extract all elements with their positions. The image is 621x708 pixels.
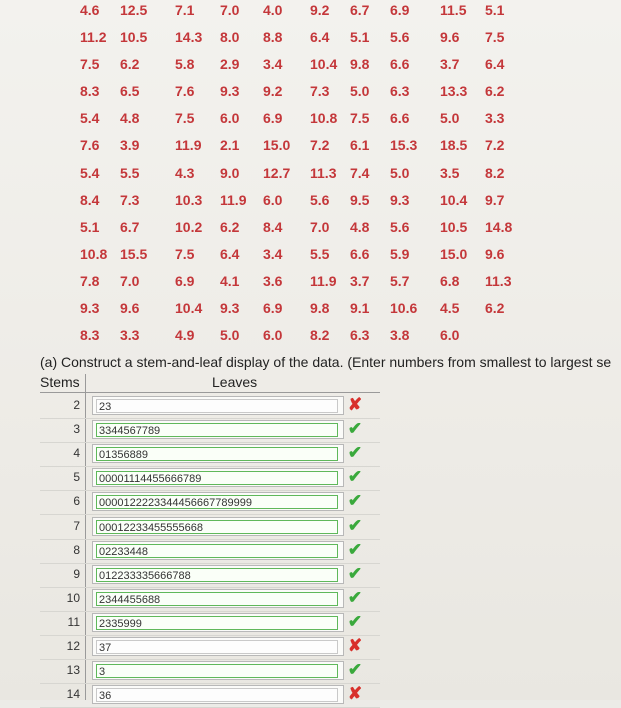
data-row <box>80 190 505 217</box>
data-value: 7.6 <box>175 83 195 100</box>
data-value: 9.3 <box>220 83 240 100</box>
check-icon: ✔ <box>347 587 363 607</box>
data-value: 7.2 <box>485 137 505 154</box>
data-row <box>80 325 500 352</box>
data-value: 9.6 <box>485 245 505 262</box>
stem-row <box>40 395 380 419</box>
data-value: 15.5 <box>120 245 148 262</box>
data-value: 7.5 <box>485 29 505 46</box>
leaves-cell <box>92 685 344 704</box>
data-value: 8.8 <box>263 29 283 46</box>
data-value: 11.3 <box>485 272 512 289</box>
stem-row <box>40 660 380 684</box>
data-row <box>80 81 505 108</box>
data-value: 10.5 <box>440 218 468 235</box>
data-value: 5.0 <box>220 327 240 344</box>
data-value: 6.8 <box>440 272 460 289</box>
data-value: 8.2 <box>310 327 330 344</box>
leaves-header: Leaves <box>212 374 258 390</box>
data-value: 6.7 <box>350 2 370 18</box>
data-value: 5.6 <box>390 29 410 46</box>
data-value: 6.4 <box>485 56 505 73</box>
leaves-input[interactable]: 00012233455555668 <box>96 520 338 534</box>
data-value: 6.5 <box>120 83 140 100</box>
data-value: 9.3 <box>80 300 100 317</box>
data-row <box>80 271 512 298</box>
data-value: 7.0 <box>220 2 240 18</box>
data-value: 3.3 <box>485 110 505 127</box>
data-value: 3.7 <box>350 272 370 289</box>
data-value: 14.3 <box>175 29 203 46</box>
data-value: 5.4 <box>80 110 100 127</box>
data-value: 9.1 <box>350 300 370 317</box>
stem-row <box>40 612 380 636</box>
data-value: 7.5 <box>175 110 195 127</box>
data-value: 9.8 <box>310 300 330 317</box>
data-value: 5.4 <box>80 164 100 181</box>
data-value: 15.3 <box>390 137 418 154</box>
data-value: 11.9 <box>220 191 247 208</box>
data-row <box>80 298 505 325</box>
data-value: 6.6 <box>390 56 410 73</box>
leaves-input[interactable]: 23 <box>96 399 338 413</box>
data-value: 9.3 <box>390 191 410 208</box>
data-value: 7.5 <box>80 56 100 73</box>
data-value: 5.8 <box>175 56 195 73</box>
data-value: 9.2 <box>310 2 330 18</box>
data-value: 6.6 <box>350 245 370 262</box>
data-value: 8.3 <box>80 327 100 344</box>
data-value: 6.4 <box>310 29 330 46</box>
data-value: 9.6 <box>120 300 140 317</box>
data-grid <box>80 0 513 352</box>
leaves-cell <box>92 444 344 463</box>
stem-row <box>40 419 380 443</box>
data-value: 7.5 <box>175 245 195 262</box>
data-value: 5.6 <box>310 191 330 208</box>
stem-value: 4 <box>73 446 80 461</box>
data-value: 7.0 <box>310 218 330 235</box>
data-value: 10.6 <box>390 300 418 317</box>
data-value: 2.9 <box>220 56 240 73</box>
stem-value: 7 <box>73 518 80 533</box>
data-value: 18.5 <box>440 137 468 154</box>
stem-value: 6 <box>73 494 80 509</box>
data-row <box>80 217 513 244</box>
data-value: 6.0 <box>263 327 283 344</box>
stem-value: 5 <box>73 470 80 485</box>
data-value: 5.1 <box>350 29 370 46</box>
data-value: 7.4 <box>350 164 370 181</box>
header-divider <box>40 392 380 393</box>
data-value: 8.0 <box>220 29 240 46</box>
data-value: 4.8 <box>350 218 370 235</box>
data-value: 8.4 <box>80 191 100 208</box>
leaves-cell <box>92 420 344 439</box>
check-icon: ✔ <box>347 660 363 680</box>
data-value: 6.3 <box>390 83 410 100</box>
data-row <box>80 108 505 135</box>
data-value: 5.5 <box>310 245 330 262</box>
data-value: 13.3 <box>440 83 468 100</box>
stem-value: 12 <box>66 639 80 653</box>
data-value: 5.0 <box>350 83 370 100</box>
data-value: 6.2 <box>120 56 140 73</box>
data-value: 7.3 <box>120 191 140 208</box>
stem-row <box>40 540 380 564</box>
data-value: 5.9 <box>390 245 410 262</box>
stem-row <box>40 684 380 708</box>
data-value: 9.6 <box>440 29 460 46</box>
leaves-input[interactable]: 3344567789 <box>96 423 338 437</box>
data-value: 6.2 <box>485 83 505 100</box>
data-value: 10.4 <box>440 191 468 208</box>
data-value: 10.3 <box>175 191 203 208</box>
check-icon: ✔ <box>347 539 363 559</box>
leaves-input[interactable]: 2335999 <box>96 616 338 630</box>
stem-value: 3 <box>73 422 80 437</box>
data-value: 9.5 <box>350 191 370 208</box>
data-value: 10.5 <box>120 29 148 46</box>
data-value: 6.9 <box>175 272 195 289</box>
leaves-cell <box>92 468 344 487</box>
data-value: 3.6 <box>263 272 283 289</box>
data-value: 11.3 <box>310 164 337 181</box>
check-icon: ✔ <box>347 563 363 583</box>
data-row <box>80 27 505 54</box>
data-value: 7.8 <box>80 272 100 289</box>
data-value: 7.2 <box>310 137 330 154</box>
data-value: 3.9 <box>120 137 140 154</box>
question-instruction: (a) Construct a stem-and-leaf display of the data. (Enter numbers from smallest to largest se <box>40 354 612 370</box>
data-value: 8.2 <box>485 164 505 181</box>
data-value: 5.7 <box>390 272 410 289</box>
data-value: 4.5 <box>440 300 460 317</box>
data-value: 10.8 <box>310 110 338 127</box>
leaves-cell <box>92 661 344 680</box>
check-icon: ✔ <box>347 515 363 535</box>
leaves-input[interactable]: 37 <box>96 640 338 654</box>
stem-value: 9 <box>73 566 80 581</box>
leaves-cell <box>92 517 344 536</box>
data-value: 11.9 <box>310 272 337 289</box>
data-value: 11.9 <box>175 137 202 154</box>
data-row <box>80 163 505 190</box>
data-value: 9.7 <box>485 191 505 208</box>
data-value: 10.4 <box>310 56 338 73</box>
data-value: 3.8 <box>390 327 410 344</box>
data-value: 5.0 <box>390 164 410 181</box>
stems-header: Stems <box>40 374 80 390</box>
data-value: 3.4 <box>263 56 283 73</box>
stem-row <box>40 588 380 612</box>
leaves-input[interactable]: 36 <box>96 688 338 702</box>
data-value: 3.5 <box>440 164 460 181</box>
leaves-input[interactable]: 00001114455666789 <box>96 471 338 485</box>
data-value: 6.6 <box>390 110 410 127</box>
data-value: 15.0 <box>440 245 468 262</box>
data-value: 6.2 <box>485 300 505 317</box>
data-row <box>80 54 505 81</box>
x-icon: ✘ <box>347 684 363 704</box>
stem-row <box>40 564 380 588</box>
check-icon: ✔ <box>347 467 363 487</box>
data-value: 12.7 <box>263 164 291 181</box>
data-value: 6.9 <box>263 300 283 317</box>
stem-row <box>40 467 380 491</box>
leaves-cell <box>92 637 344 656</box>
leaves-cell <box>92 396 344 415</box>
data-value: 6.7 <box>120 218 140 235</box>
leaves-cell <box>92 589 344 608</box>
data-value: 5.1 <box>80 218 100 235</box>
stem-value: 14 <box>66 687 80 702</box>
data-value: 15.0 <box>263 137 291 154</box>
data-value: 4.1 <box>220 272 240 289</box>
check-icon: ✔ <box>347 611 363 631</box>
leaves-input[interactable]: 012233335666788 <box>96 568 338 582</box>
leaves-cell <box>92 613 344 632</box>
stem-row <box>40 491 380 515</box>
data-value: 6.4 <box>220 245 240 262</box>
data-value: 7.0 <box>120 272 140 289</box>
data-value: 9.0 <box>220 164 240 181</box>
data-value: 14.8 <box>485 218 513 235</box>
data-value: 7.5 <box>350 110 370 127</box>
data-value: 5.5 <box>120 164 140 181</box>
data-value: 8.3 <box>80 83 100 100</box>
data-value: 5.1 <box>485 2 505 18</box>
data-value: 7.3 <box>310 83 330 100</box>
data-value: 11.5 <box>440 2 467 18</box>
leaves-cell <box>92 565 344 584</box>
leaves-input[interactable]: 3 <box>96 664 338 678</box>
x-icon: ✘ <box>347 636 363 655</box>
x-icon: ✘ <box>347 395 363 414</box>
data-value: 9.3 <box>220 300 240 317</box>
data-value: 6.9 <box>390 2 410 18</box>
data-value: 3.7 <box>440 56 460 73</box>
stem-row <box>40 516 380 540</box>
data-value: 6.2 <box>220 218 240 235</box>
data-value: 4.6 <box>80 2 100 18</box>
data-value: 6.0 <box>440 327 460 344</box>
stem-value: 10 <box>66 590 80 605</box>
data-row <box>80 0 505 27</box>
leaves-input[interactable]: 0000122223344456667789999 <box>96 495 338 509</box>
data-value: 6.3 <box>350 327 370 344</box>
data-value: 6.0 <box>263 191 283 208</box>
data-value: 6.9 <box>263 110 283 127</box>
data-value: 4.8 <box>120 110 140 127</box>
leaves-input[interactable]: 2344455688 <box>96 592 338 606</box>
data-value: 4.0 <box>263 2 283 18</box>
data-value: 12.5 <box>120 2 148 18</box>
data-value: 7.1 <box>175 2 195 18</box>
stem-value: 8 <box>73 542 80 557</box>
data-value: 10.4 <box>175 300 203 317</box>
leaves-cell <box>92 492 344 511</box>
data-value: 6.0 <box>220 110 240 127</box>
leaves-cell <box>92 541 344 560</box>
data-value: 3.4 <box>263 245 283 262</box>
leaves-input[interactable]: 02233448 <box>96 544 338 558</box>
data-value: 6.1 <box>350 137 370 154</box>
check-icon: ✔ <box>347 443 363 463</box>
data-value: 4.9 <box>175 327 195 344</box>
stem-row <box>40 443 380 467</box>
data-value: 7.6 <box>80 137 100 154</box>
stem-row <box>40 636 380 660</box>
data-value: 9.2 <box>263 83 283 100</box>
data-value: 5.0 <box>440 110 460 127</box>
data-value: 4.3 <box>175 164 195 181</box>
data-value: 11.2 <box>80 29 107 46</box>
check-icon: ✔ <box>347 419 363 439</box>
leaves-input[interactable]: 01356889 <box>96 447 338 461</box>
data-value: 10.2 <box>175 218 203 235</box>
stem-value: 2 <box>73 398 80 412</box>
data-value: 2.1 <box>220 137 240 154</box>
stem-value: 11 <box>67 614 80 629</box>
check-icon: ✔ <box>347 491 363 511</box>
stem-value: 13 <box>66 663 80 678</box>
data-row <box>80 244 505 271</box>
data-value: 5.6 <box>390 218 410 235</box>
data-value: 8.4 <box>263 218 283 235</box>
data-value: 10.8 <box>80 245 108 262</box>
data-value: 3.3 <box>120 327 140 344</box>
data-value: 9.8 <box>350 56 370 73</box>
data-row <box>80 135 505 162</box>
